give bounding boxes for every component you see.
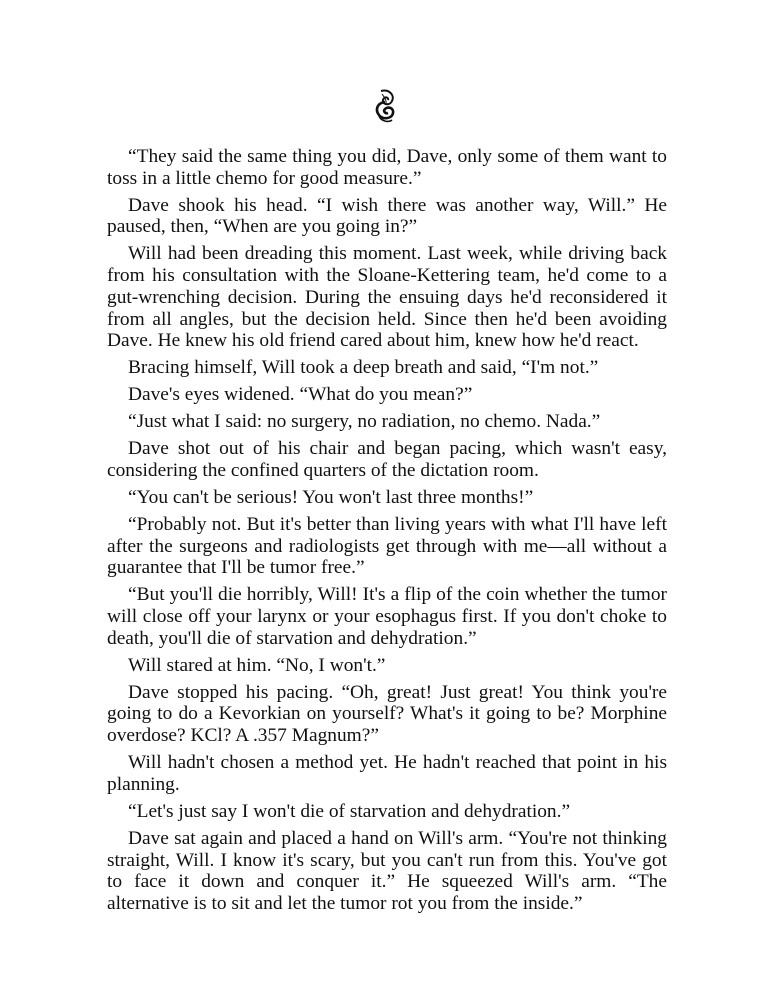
paragraph-1: “They said the same thing you did, Dave, only some of them want to toss in a little chemo for good measure.”: [107, 146, 667, 189]
paragraph-2: Dave shook his head. “I wish there was another way, Will.” He paused, then, “When are you going in?”: [107, 194, 667, 238]
paragraph-4: Bracing himself, Will took a deep breath and said, “I'm not.”: [128, 357, 599, 379]
paragraph-13: Will hadn't chosen a method yet. He hadn't reached that point in his planning.: [107, 752, 667, 795]
body-text: [107, 146, 667, 920]
paragraph-3: Will had been dreading this moment. Last week, while driving back from his consultation with the Sloane-Kettering team, he'd come to a gut-wrenching decision. During the ensuing days he'd reconsidered it from all angles, but the decision held. Since then he'd been avoiding Dave. He knew his old friend cared about him, knew how he'd react.: [107, 243, 667, 352]
paragraph-8: “You can't be serious! You won't last three months!”: [128, 486, 534, 508]
paragraph-5: Dave's eyes widened. “What do you mean?”: [128, 384, 473, 406]
paragraph-7: Dave shot out of his chair and began pacing, which wasn't easy, considering the confined quarters of the dictation room.: [107, 438, 667, 481]
paragraph-10: “But you'll die horribly, Will! It's a flip of the coin whether the tumor will close off your larynx or your esophagus first. If you don't choke to death, you'll die of starvation and dehydration.”: [107, 584, 667, 649]
section-ornament-icon: [372, 88, 398, 124]
paragraph-15: Dave sat again and placed a hand on Will's arm. “You're not thinking straight, Will. I know it's scary, but you can't run from this. You've got to face it down and conquer it.” He squeezed Will's arm. “The alternative is to sit and let the tumor rot you from the inside.”: [107, 827, 667, 914]
paragraph-12: Dave stopped his pacing. “Oh, great! Just great! You think you're going to do a Kevorkian on yourself? What's it going to be? Morphine overdose? KCl? A .357 Magnum?”: [107, 681, 667, 747]
paragraph-11: Will stared at him. “No, I won't.”: [128, 654, 386, 676]
paragraph-14: “Let's just say I won't die of starvation and dehydration.”: [128, 800, 571, 822]
paragraph-6: “Just what I said: no surgery, no radiation, no chemo. Nada.”: [128, 411, 601, 433]
paragraph-9: “Probably not. But it's better than living years with what I'll have left after the surgeons and radiologists get through with me—all without a guarantee that I'll be tumor free.”: [107, 513, 667, 579]
